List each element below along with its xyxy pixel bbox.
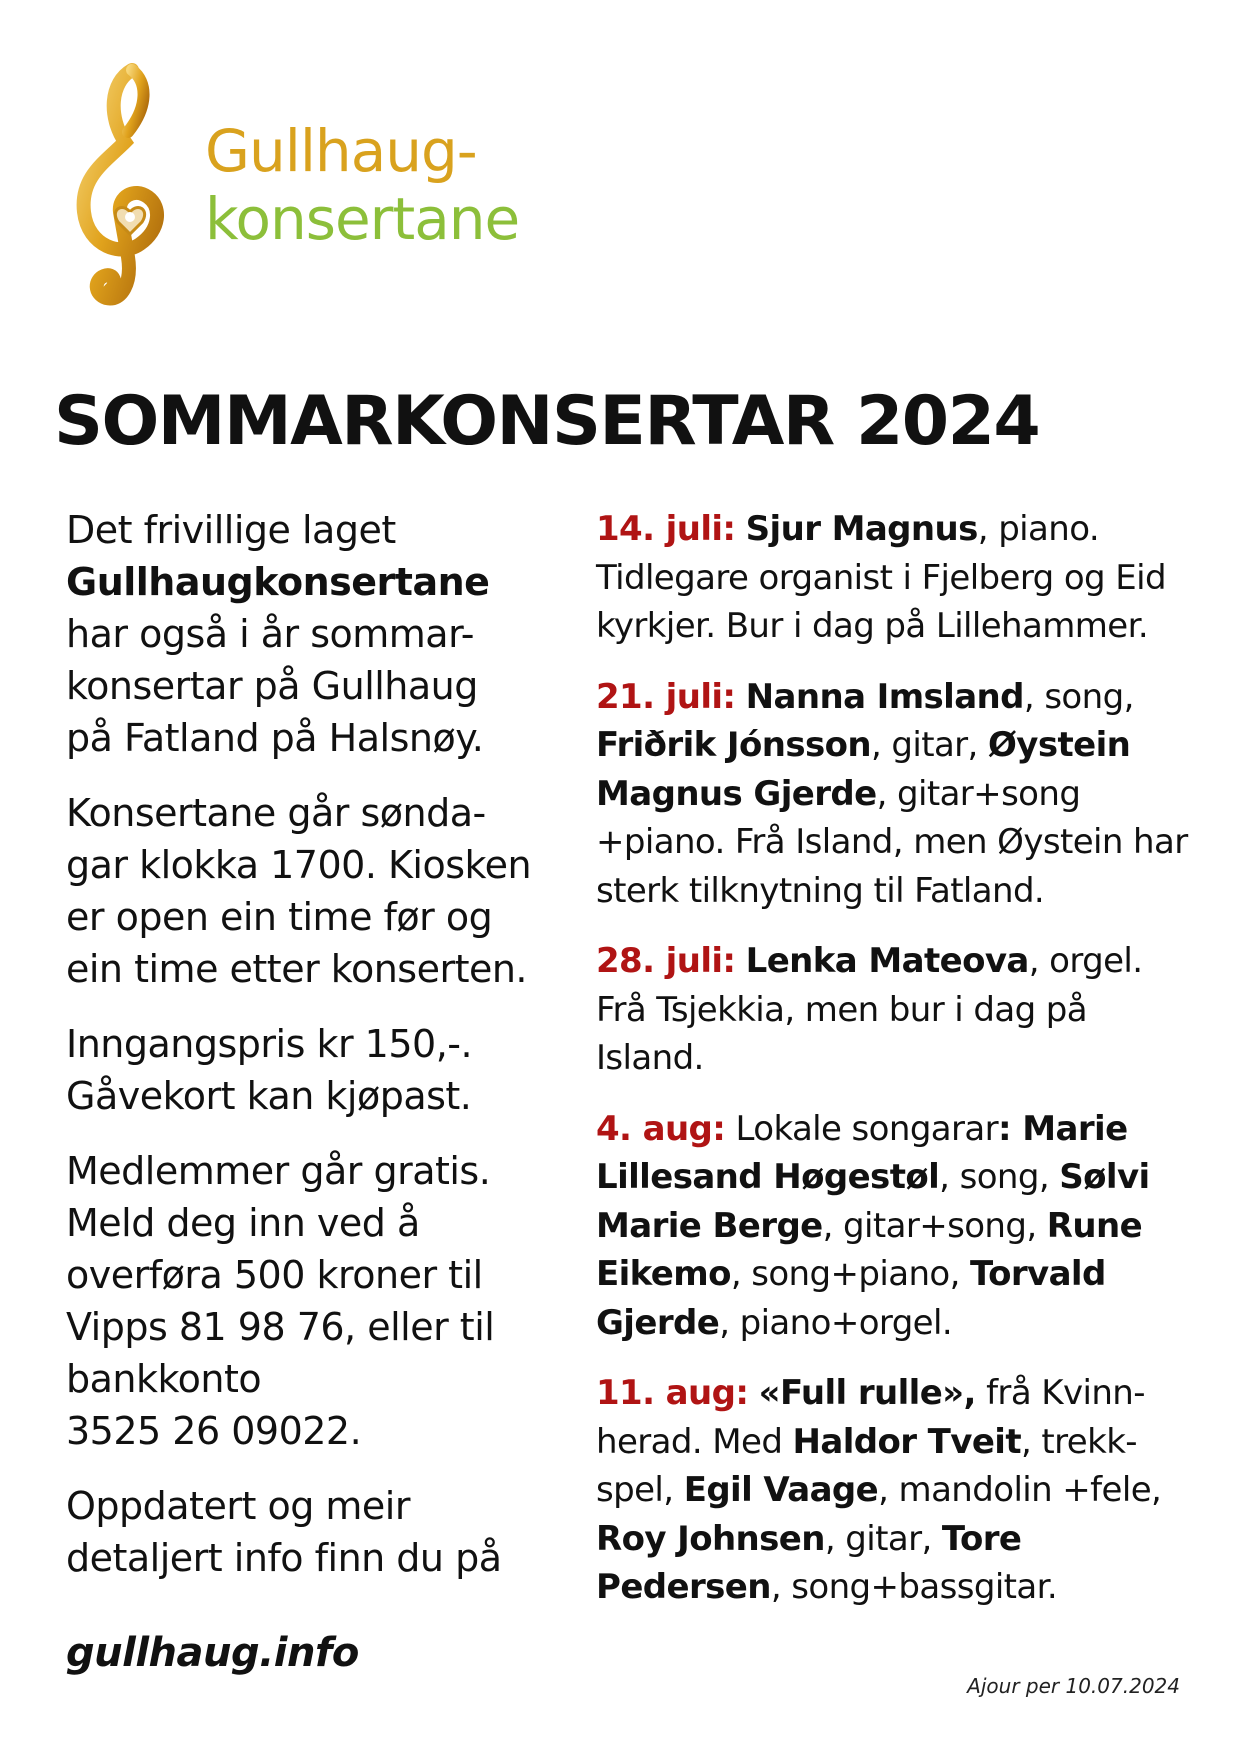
text: er open ein time før og bbox=[66, 895, 493, 939]
performer: Torvald Gjerde bbox=[596, 1254, 1106, 1343]
page-title: SOMMARKONSERTAR 2024 bbox=[54, 382, 1040, 461]
performer: Rune Eikemo bbox=[596, 1205, 1143, 1294]
performer: Nanna Imsland bbox=[745, 676, 1024, 717]
performer: Sjur Magnus bbox=[745, 509, 978, 549]
text: på Fatland på Halsnøy. bbox=[66, 716, 484, 760]
concert-date: 11. aug: bbox=[596, 1373, 749, 1413]
text: , gitar+song +piano. Frå Island, men Øystein har sterk tilknytning til Fatland. bbox=[596, 773, 1188, 911]
performer: Roy Johnsen bbox=[596, 1518, 825, 1559]
text: , gitar+song, bbox=[822, 1205, 1047, 1246]
performer: Sølvi Marie Berge bbox=[596, 1157, 1150, 1246]
text: frå Kvinn-herad. Med bbox=[596, 1373, 1145, 1462]
performer: : Marie Lillesand Høgestøl bbox=[596, 1108, 1128, 1197]
text: Inngangspris kr 150,-. bbox=[66, 1022, 473, 1066]
text: Det frivillige laget bbox=[66, 508, 396, 552]
text: , orgel. bbox=[1028, 941, 1143, 981]
performer: «Full rulle», bbox=[758, 1373, 976, 1413]
text: Oppdatert og meir bbox=[66, 1484, 410, 1528]
more-info-paragraph bbox=[66, 1480, 576, 1584]
updated-date: Ajour per 10.07.2024 bbox=[967, 1674, 1180, 1698]
text: Medlemmer går gratis. bbox=[66, 1149, 491, 1193]
text: , trekk-spel, bbox=[596, 1421, 1137, 1510]
text: , song+bassgitar. bbox=[770, 1567, 1058, 1607]
concert-entry bbox=[596, 1105, 1196, 1348]
logo-line-1: Gullhaug- bbox=[205, 117, 477, 185]
performer: Egil Vaage bbox=[683, 1470, 879, 1510]
concert-date: 14. juli: bbox=[596, 509, 736, 549]
concert-list bbox=[596, 505, 1196, 1634]
info-column bbox=[66, 504, 576, 1607]
text: Gåvekort kan kjøpast. bbox=[66, 1074, 472, 1118]
text: , song, bbox=[939, 1157, 1060, 1197]
membership-paragraph bbox=[66, 1145, 576, 1457]
text: detaljert info finn du på bbox=[66, 1536, 502, 1580]
text: , piano+orgel. bbox=[719, 1302, 953, 1343]
concert-date: 21. juli: bbox=[596, 676, 736, 717]
text: , mandolin +fele, bbox=[878, 1470, 1162, 1510]
text: konsertar på Gullhaug bbox=[66, 664, 478, 708]
text: , gitar, bbox=[824, 1518, 942, 1559]
text: Meld deg inn ved å bbox=[66, 1201, 420, 1245]
logo bbox=[70, 62, 590, 322]
text: Lokale songarar bbox=[725, 1108, 999, 1149]
concert-entry bbox=[596, 673, 1196, 916]
time-paragraph bbox=[66, 787, 576, 995]
text: Frå Tsjekkia, men bur i dag på Island. bbox=[596, 989, 1087, 1078]
intro-paragraph bbox=[66, 504, 576, 764]
text: , song+piano, bbox=[730, 1254, 971, 1294]
concert-date: 4. aug: bbox=[596, 1108, 726, 1149]
text: Tidlegare organist i Fjelberg og Eid kyrkjer. Bur i dag på Lillehammer. bbox=[596, 557, 1166, 646]
text: har også i år sommar- bbox=[66, 612, 475, 656]
text: bankkonto bbox=[66, 1357, 262, 1401]
concert-entry bbox=[596, 937, 1196, 1083]
text: Vipps 81 98 76, eller til bbox=[66, 1305, 495, 1349]
performer: Tore Pedersen bbox=[596, 1518, 1022, 1607]
concert-date: 28. juli: bbox=[596, 941, 736, 981]
text: , song, bbox=[1023, 676, 1134, 717]
organization-name: Gullhaugkonsertane bbox=[66, 560, 490, 604]
performer: Haldor Tveit bbox=[792, 1421, 1022, 1462]
concert-entry bbox=[596, 505, 1196, 651]
price-paragraph bbox=[66, 1018, 576, 1122]
text: overføra 500 kroner til bbox=[66, 1253, 483, 1297]
performer: Lenka Mateova bbox=[745, 941, 1029, 981]
bank-account: 3525 26 09022. bbox=[66, 1409, 362, 1453]
text: gar klokka 1700. Kiosken bbox=[66, 843, 532, 887]
performer: Øystein Magnus Gjerde bbox=[596, 725, 1131, 814]
text: , gitar, bbox=[870, 725, 988, 765]
concert-entry bbox=[596, 1369, 1196, 1612]
text: , piano. bbox=[977, 509, 1100, 549]
treble-clef-heart-icon bbox=[70, 62, 200, 322]
text: ein time etter konserten. bbox=[66, 947, 528, 991]
performer: Friðrik Jónsson bbox=[596, 725, 871, 765]
website-link[interactable]: gullhaug.info bbox=[66, 1630, 359, 1676]
logo-line-2: konsertane bbox=[205, 185, 520, 253]
text: Konsertane går sønda- bbox=[66, 791, 486, 835]
